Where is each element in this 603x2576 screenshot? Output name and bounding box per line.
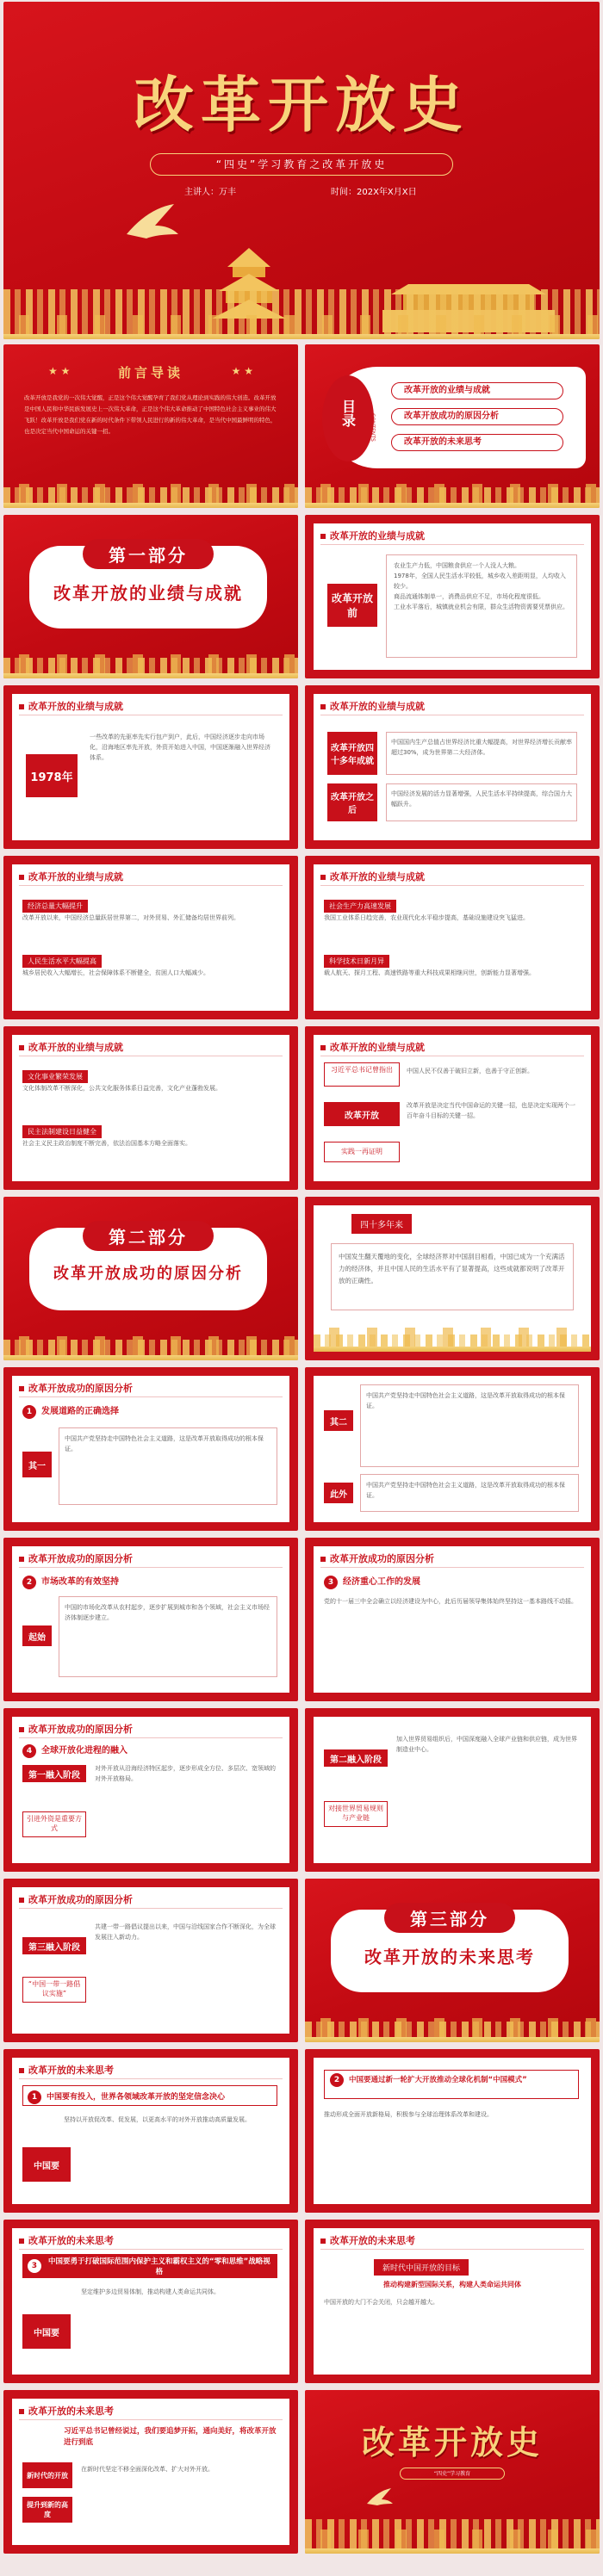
subheading: 经济重心工作的发展 [343, 1577, 420, 1587]
slide-market [3, 1538, 298, 1701]
toc-slide [305, 344, 600, 508]
reform-body: 改革开放是决定当代中国命运的关键一招，也是决定实现两个一百年奋斗目标的关键一招。 [407, 1102, 575, 1119]
section-tag: 改革开放成功的原因分析 [19, 1381, 133, 1395]
list-item: 农业生产力低，中国粮食供应一个人没人大粮。 [394, 562, 520, 569]
after-reform-label: 改革开放之后 [327, 783, 377, 821]
number-1-icon: 1 [22, 1405, 36, 1419]
start-label: 起始 [22, 1625, 52, 1646]
stage-body: 共建一带一路倡议提出以来，中国与沿线国家合作不断深化，为全球发展注入新动力。 [95, 1923, 276, 1941]
cover-title: 改革开放史 [134, 69, 469, 140]
reform-label: 改革开放 [324, 1102, 400, 1126]
slide-globalization-2 [305, 1708, 600, 1872]
slide-forty-years [305, 685, 600, 849]
number-3-icon: 3 [324, 1576, 338, 1589]
future-body: 坚持以开放促改革、促发展，以更高水平的对外开放推动高质量发展。 [64, 2116, 251, 2123]
slide-before-reform [305, 515, 600, 678]
future-body: 中国开放的大门不会关闭，只会越开越大。 [324, 2299, 438, 2306]
forty-years-body: 中国国内生产总值占世界经济比重大幅提高，对世界经济增长贡献率超过30%，成为世界第二大经济体。 [386, 732, 577, 775]
slide-culture [3, 1026, 298, 1190]
stage-label: 第一融入阶段 [22, 1765, 86, 1782]
topic-body: 社会主义民主政治制度不断完善，依法治国基本方略全面落实。 [22, 1140, 191, 1147]
slide-future-3 [3, 2220, 298, 2383]
quote-label: “中国一带一路倡议实施” [22, 1977, 86, 2003]
subheading: 中国要通过新一轮扩大开放推动全球化机制“中国模式” [349, 2076, 527, 2084]
list-item: 1978年，全国人民生活水平较低，城乡收入差距明显，人均收入较少。 [394, 573, 566, 590]
star-icons: ★ ★ [48, 365, 71, 377]
section-tag: 改革开放成功的原因分析 [19, 1551, 133, 1565]
proof-label: 实践一再证明 [324, 1142, 400, 1162]
golden-skyline [3, 487, 298, 508]
second-body: 中国共产党坚持走中国特色社会主义道路，这是改革开放取得成功的根本保证。 [360, 1384, 579, 1467]
toc-item-1[interactable] [391, 382, 563, 399]
after-reform-body: 中国经济发展的活力显著增强，人民生活水平持续提高，综合国力大幅跃升。 [386, 783, 577, 821]
end-slide [305, 2390, 600, 2554]
part-name: 改革开放的业绩与成就 [53, 583, 243, 604]
subheading: 推动构建新型国际关系，构建人类命运共同体 [383, 2281, 521, 2288]
section-tag: 改革开放的业绩与成就 [320, 1040, 425, 1054]
topic-tag: 人民生活水平大幅提高 [22, 955, 102, 968]
stage-label: 第二融入阶段 [324, 1749, 388, 1767]
toc-item-label: 改革开放的未来思考 [404, 437, 482, 447]
topic-tag: 新时代中国开放的目标 [374, 2259, 469, 2276]
section-tag: 改革开放的业绩与成就 [320, 699, 425, 713]
topic-body: 改革开放以来，中国经济总量跃居世界第二，对外贸易、外汇储备均居世界前列。 [22, 914, 239, 921]
subheading: 全球开放化进程的融入 [41, 1746, 127, 1756]
slide-belt-road [3, 1879, 298, 2042]
quote-source: 习近平总书记曾指出 [324, 1062, 400, 1087]
stage-body: 加入世界贸易组织后，中国深度融入全球产业链和供应链，成为世界制造业中心。 [396, 1736, 577, 1753]
golden-skyline [3, 289, 600, 339]
topic-tag: 文化事业繁荣发展 [22, 1070, 88, 1083]
future-body: 坚定维护多边贸易体制，推动构建人类命运共同体。 [81, 2288, 220, 2295]
slide-productivity [305, 856, 600, 1019]
list-item: 商品流通体制单一，消费品供应不足，市场化程度很低。 [394, 593, 544, 600]
cover-subtitle: “四史”学习教育之改革开放史 [150, 153, 453, 176]
subheading: 习近平总书记曾经说过，我们要追梦开拓，通向美好，将改革开放进行到底 [64, 2427, 277, 2447]
cover-date: 时间：202X年X月X日 [331, 188, 417, 197]
number-4-icon: 4 [22, 1744, 36, 1758]
first-body: 中国共产党坚持走中国特色社会主义道路，这是改革开放取得成功的根本保证。 [59, 1427, 277, 1505]
topic-tag: 科学技术日新月异 [324, 955, 389, 968]
method-label: 引进外资是重要方式 [22, 1811, 86, 1837]
number-2-icon: 2 [22, 1576, 36, 1589]
golden-skyline [305, 2519, 600, 2554]
golden-skyline [305, 2022, 600, 2042]
section-tag: 改革开放的业绩与成就 [320, 870, 425, 883]
slide-future-4 [305, 2220, 600, 2383]
era-label: 新时代的开放 [22, 2462, 72, 2488]
slide-globalization [3, 1708, 298, 1872]
part-label: 第一部分 [83, 539, 214, 569]
toc-item-2[interactable] [391, 408, 563, 425]
topic-tag: 四十多年来 [351, 1214, 412, 1234]
future-body: 在新时代坚定不移全面深化改革、扩大对外开放。 [81, 2466, 214, 2473]
dove-icon [122, 200, 183, 243]
part-label: 第二部分 [83, 1221, 214, 1251]
subheading: 中国要有投入，世界各领域改革开放的坚定信念决心 [47, 2093, 226, 2102]
end-subtitle: “四史”学习教育 [400, 2468, 505, 2480]
topic-body: 中国发生翻天覆地的变化，全球经济界对中国刮目相看，中国已成为一个充满活力的经济体，并且中国人民的生活水平有了显著提高，这些成就都说明了改革开放的正确性。 [331, 1243, 574, 1310]
slide-future-5 [3, 2390, 298, 2554]
year-label: 1978年 [26, 754, 78, 797]
topic-body: 文化体制改革不断深化，公共文化服务体系日益完善，文化产业蓬勃发展。 [22, 1085, 221, 1092]
toc-subtitle: CONTENTS [370, 413, 376, 442]
part3-card [331, 1910, 569, 1992]
slide-forty-plus-years [305, 1197, 600, 1360]
part-name: 改革开放的未来思考 [364, 1947, 535, 1967]
section-tag: 改革开放的未来思考 [19, 2233, 114, 2247]
part3-slide [305, 1879, 600, 2042]
golden-skyline [3, 658, 298, 678]
golden-skyline [3, 1340, 298, 1360]
preface-title: 前言导读 [117, 365, 183, 381]
toc-badge [322, 375, 374, 461]
dove-icon [365, 2486, 395, 2507]
section-tag: 改革开放的业绩与成就 [19, 870, 123, 883]
cover-slide [3, 2, 600, 339]
focus-body: 党的十一届三中全会确立以经济建设为中心，此后历届领导集体始终坚持这一基本路线不动摇。 [324, 1598, 577, 1605]
section-tag: 改革开放的未来思考 [320, 2233, 415, 2247]
toc-item-label: 改革开放的业绩与成就 [404, 386, 490, 395]
section-tag: 改革开放的业绩与成就 [19, 1040, 123, 1054]
first-label: 其一 [22, 1452, 52, 1477]
cover-presenter: 主讲人：万丰 [184, 188, 236, 197]
section-tag: 改革开放的未来思考 [19, 2404, 114, 2418]
height-label: 提升到新的高度 [22, 2497, 72, 2523]
future-body: 推动形成全面开放新格局，积极参与全球治理体系改革和建设。 [324, 2111, 493, 2118]
section-tag: 改革开放成功的原因分析 [320, 1551, 434, 1565]
section-tag: 改革开放成功的原因分析 [19, 1892, 133, 1906]
slide-1978 [3, 685, 298, 849]
subheading: 市场改革的有效坚持 [41, 1577, 119, 1587]
toc-item-3[interactable] [391, 434, 563, 451]
before-reform-label: 改革开放前 [327, 584, 377, 627]
topic-tag: 社会生产力高速发展 [324, 900, 396, 913]
part2-card [29, 1228, 267, 1310]
china-label: 中国要 [22, 2147, 71, 2182]
quote-body: 中国人民不仅善于破旧立新，也善于守正创新。 [407, 1068, 533, 1074]
slide-economic-focus [305, 1538, 600, 1701]
number-1-icon: 1 [28, 2090, 41, 2104]
toc-title: 目录 [339, 399, 357, 427]
toc-item-label: 改革开放成功的原因分析 [404, 412, 499, 421]
slide-future-2 [305, 2049, 600, 2213]
subheading: 中国要勇于打破国际范围内保护主义和霸权主义的“零和思维”战略视格 [48, 2257, 270, 2276]
list-item: 工业水平落后，城镇就业机会有限，群众生活物资需要凭票供应。 [394, 604, 569, 610]
slide-economy [3, 856, 298, 1019]
preface-body: 改革开放是我党的一次伟大觉醒，正是这个伟大觉醒孕育了我们党从理论到实践的伟大创造。改革开放是中国人民和中华民族发展史上一次伟大革命，正是这个伟大革命推动了中国特色社会主义事业的伟大飞跃！改革开放是我们党在新的时代条件下带领人民进行的新的伟大革命，是当代中国最鲜明的特色，也是决定当代中国命运的关键一招。 [24, 394, 277, 435]
method-label: 对接世界贸易规则与产业链 [324, 1801, 388, 1827]
stage-body: 对外开放从沿海经济特区起步，逐步形成全方位、多层次、宽领域的对外开放格局。 [95, 1765, 276, 1782]
number-3-icon: 3 [28, 2259, 41, 2273]
topic-body: 载人航天、探月工程、高速铁路等重大科技成果相继问世，创新能力显著增强。 [324, 969, 535, 976]
number-2-icon: 2 [330, 2073, 344, 2087]
year-body: 一些改革的先驱率先实行包产到户，此后，中国经济逐步走向市场化，沿海地区率先开放，外资开始进入中国，中国逐渐融入世界经济体系。 [90, 734, 270, 761]
section-tag: 改革开放的业绩与成就 [19, 699, 123, 713]
part1-card [29, 546, 267, 629]
topic-tag: 经济总量大幅提升 [22, 900, 88, 913]
slide-future-1 [3, 2049, 298, 2213]
stage-label: 第三融入阶段 [22, 1937, 86, 1954]
also-body: 中国共产党坚持走中国特色社会主义道路，这是改革开放取得成功的根本保证。 [360, 1474, 579, 1512]
section-tag: 改革开放成功的原因分析 [19, 1722, 133, 1736]
golden-skyline [314, 1334, 591, 1352]
also-label: 此外 [324, 1483, 353, 1503]
second-label: 其二 [324, 1410, 353, 1431]
start-body: 中国的市场化改革从农村起步，逐步扩展到城市和各个领域，社会主义市场经济体制逐步建立。 [59, 1596, 277, 1677]
part-name: 改革开放成功的原因分析 [53, 1265, 243, 1283]
slide-path [3, 1367, 298, 1531]
topic-tag: 民主法制建设日益健全 [22, 1125, 102, 1138]
china-label: 中国要 [22, 2314, 71, 2349]
topic-body: 我国工业体系日趋完善，农业现代化水平稳步提高，基础设施建设突飞猛进。 [324, 914, 529, 921]
forty-years-label: 改革开放四十多年成就 [327, 732, 377, 775]
section-tag: 改革开放的未来思考 [19, 2063, 114, 2077]
preface-slide [3, 344, 298, 508]
topic-body: 城乡居民收入大幅增长，社会保障体系不断健全，贫困人口大幅减少。 [22, 969, 209, 976]
slide-quote [305, 1026, 600, 1190]
end-title: 改革开放史 [361, 2423, 543, 2461]
part1-slide [3, 515, 298, 678]
section-tag: 改革开放的业绩与成就 [320, 529, 425, 542]
part2-slide [3, 1197, 298, 1360]
star-icons-right: ★ ★ [231, 365, 253, 377]
part-label: 第三部分 [384, 1903, 515, 1933]
golden-skyline [305, 487, 600, 508]
slide-path-cont [305, 1367, 600, 1531]
subheading: 发展道路的正确选择 [41, 1407, 119, 1416]
